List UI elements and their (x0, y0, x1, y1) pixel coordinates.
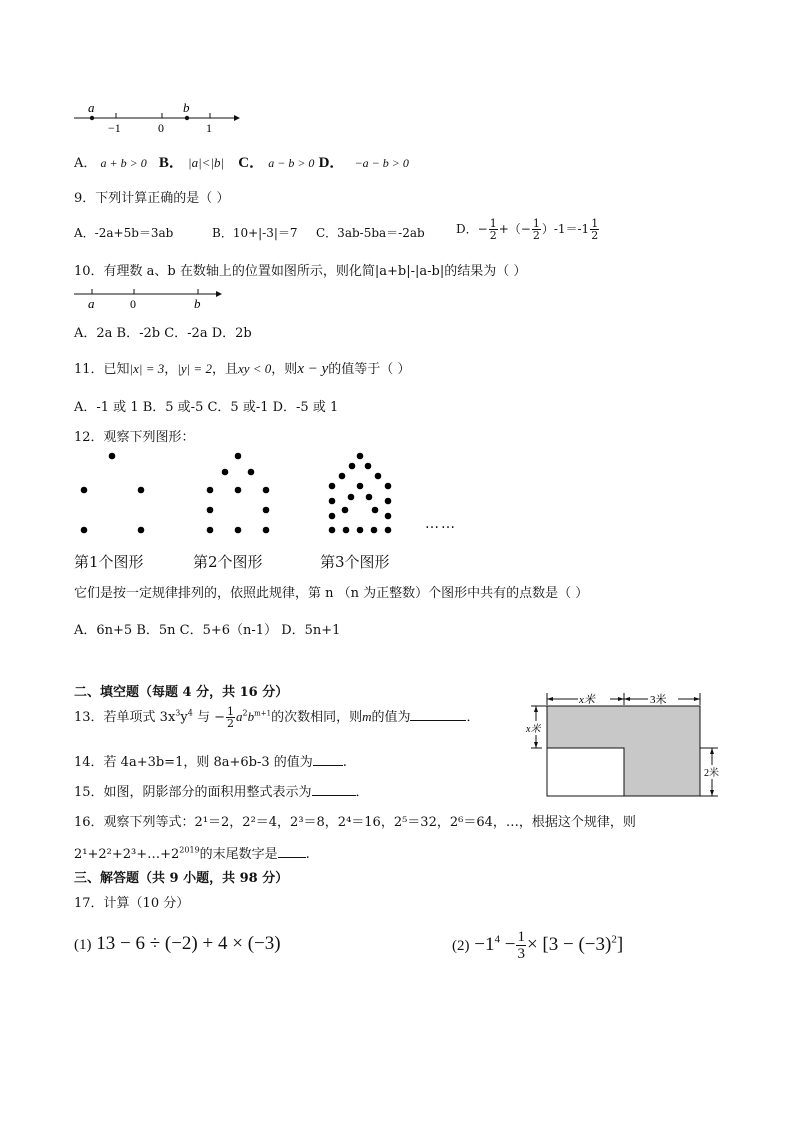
figure-2-dots (207, 453, 270, 534)
q11-prefix: 11．已知 (74, 362, 130, 377)
q17-frac: $\frac{1}{3}$ (517, 929, 525, 962)
q9-opt-d-mid: +（− (498, 222, 531, 236)
label-x-top: x米 (579, 694, 595, 706)
q11-abs-y: |y| = 2 (177, 361, 212, 376)
q13-answer-blank[interactable] (410, 708, 466, 721)
number-line-q10 (72, 280, 232, 310)
tick-1: 1 (206, 121, 212, 135)
q12-ellipsis: …… (425, 516, 457, 532)
section-2-title: 二、填空题（每题 4 分，共 16 分） (74, 685, 289, 700)
point-a-label: a (88, 100, 95, 115)
q11-expr: x − y (297, 361, 329, 377)
q8-opt-a-letter: A． (74, 156, 97, 171)
figure-1-dots (81, 453, 145, 534)
q9-frac-1: $\frac{1}{2}$ (489, 217, 497, 242)
q12-caption-3: 第3个图形 (320, 553, 390, 571)
q13-prefix: 13．若单项式 3x (74, 710, 176, 725)
q17-part-1 (74, 933, 281, 955)
q13-frac: $\frac{1}{2}$ (227, 705, 234, 730)
tick-neg1: −1 (108, 121, 121, 135)
number-line-q8 (72, 98, 242, 136)
q16-answer-blank[interactable] (278, 845, 306, 858)
q11-stem (74, 358, 410, 378)
q9-opt-d (456, 218, 600, 241)
q8-opt-a: a + b > 0 (100, 156, 147, 170)
q16-line-1: 16．观察下列等式：2¹＝2，2²＝4，2³＝8，2⁴＝16，2⁵＝32，2⁶＝64，…，根据这个规律，则 (74, 815, 636, 830)
q11-options: A．-1 或 1 B．5 或-5 C．5 或-1 D．-5 或 1 (74, 400, 339, 415)
q9-stem: 9．下列计算正确的是（ ） (74, 191, 230, 206)
q9-opt-a: A．-2a+5b＝3ab (74, 226, 174, 240)
q17-stem: 17．计算（10 分） (74, 896, 190, 911)
q15-stem: 15．如图，阴影部分的面积用整式表示为 ． (74, 785, 369, 800)
q9-opt-d-prefix: D．− (456, 222, 488, 236)
q9-frac-2: $\frac{1}{2}$ (532, 217, 540, 242)
q8-opt-b: |a|<|b| (188, 155, 225, 170)
label-2m: 2米 (704, 768, 719, 779)
q12-rule: 它们是按一定规律排列的，依照此规律，第 n （n 为正整数）个图形中共有的点数是（ ） (74, 586, 589, 601)
q12-caption-2: 第2个图形 (193, 553, 263, 571)
q17-part-2-label: (2) (452, 937, 470, 954)
q17-part-1-expr: 13 − 6 ÷ (−2) + 4 × (−3) (96, 933, 281, 954)
q9-opt-c: C．3ab-5ba＝-2ab (316, 226, 425, 240)
q8-opt-d: −a − b > 0 (354, 156, 409, 170)
figure-3-dots (329, 453, 392, 534)
q10-stem: 10．有理数 a、b 在数轴上的位置如图所示，则化简|a+b|-|a-b|的结果为（ ） (74, 264, 527, 279)
q11-sep: ， (164, 362, 178, 377)
q13-stem: 13．若单项式 $3x^3y^4$ 与 − $\frac{1}{2}$ $a^2b^{m+1}$的次数相同，则m的值为 ． (74, 705, 480, 730)
q11-mid: ，且 (211, 362, 238, 377)
q12-caption-1: 第1个图形 (74, 553, 144, 571)
q14-stem: 14．若 4a+3b=1，则 8a+6b-3 的值为 . (74, 755, 347, 770)
q17-part-2: $(2) -1^4$ − $\frac{1}{3}$ × $[3 - (-3)^2]$ (452, 929, 624, 962)
tick-0: 0 (158, 121, 164, 135)
point-b-label: b (183, 100, 190, 115)
q11-suffix: 的值等于（ ） (328, 362, 411, 377)
q16-line-2: $2^1+2^2+2^3+\dots+2^{2019}$的末尾数字是 . (74, 845, 310, 862)
q8-opt-b-letter: B． (158, 155, 184, 171)
q9-opt-b: B．10+|-3|＝7 (212, 226, 298, 240)
q8-opt-c: a − b > 0 (268, 156, 315, 170)
q9-opt-d-suffix: ）-1＝-1 (541, 222, 590, 236)
q8-options (74, 151, 409, 172)
q9-frac-3: $\frac{1}{2}$ (591, 217, 599, 242)
q10-label-b: b (194, 296, 201, 310)
q11-cond: xy < 0 (237, 361, 272, 376)
q11-abs-x: |x| = 3 (129, 361, 165, 376)
q10-label-a: a (88, 296, 95, 310)
q11-then: ，则 (271, 362, 298, 377)
q14-answer-blank[interactable] (313, 753, 343, 766)
q8-opt-c-letter: C． (238, 155, 265, 171)
q15-answer-blank[interactable] (312, 783, 356, 796)
q10-options: A．2a B．-2b C．-2a D．2b (74, 326, 252, 341)
q12-options: A．6n+5 B．5n C．5+6（n-1） D．5n+1 (74, 623, 341, 638)
q10-label-0: 0 (130, 297, 136, 310)
q17-part-1-label: (1) (74, 937, 92, 953)
q12-stem: 12．观察下列图形： (74, 430, 195, 445)
section-3-title: 三、解答题（共 9 小题，共 98 分） (74, 871, 289, 886)
shaded-area-figure (522, 689, 728, 801)
label-3m: 3米 (650, 694, 667, 706)
label-x-left: x米 (526, 724, 541, 735)
q8-opt-d-letter: D． (318, 155, 345, 171)
